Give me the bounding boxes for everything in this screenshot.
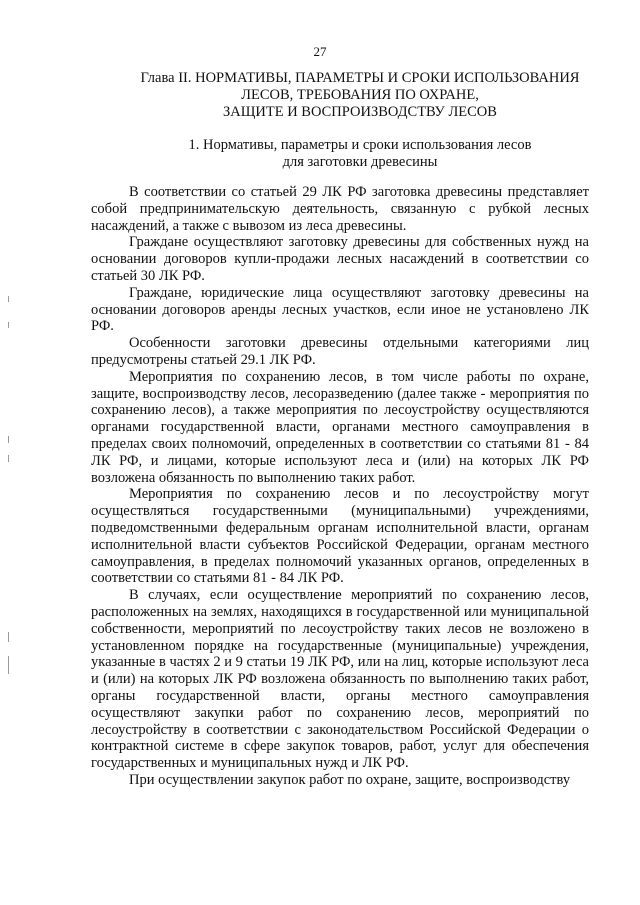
paragraph: Граждане, юридические лица осуществляют заготовку древесины на основании договоров аренды лесных участков, если иное не установлено ЛК РФ. <box>91 284 589 335</box>
scan-margin-mark <box>8 632 9 642</box>
scan-margin-mark <box>8 656 9 674</box>
scan-margin-mark <box>8 436 9 443</box>
paragraph: Особенности заготовки древесины отдельными категориями лиц предусмотрены статьей 29.1 ЛК РФ. <box>91 335 589 368</box>
paragraph: Граждане осуществляют заготовку древесины для собственных нужд на основании договоров купли-продажи лесных насаждений в соответствии со статьей 30 ЛК РФ. <box>91 234 589 284</box>
section-title: 1. Нормативы, параметры и сроки использования лесов для заготовки древесины <box>188 137 532 170</box>
paragraph: В соответствии со статьей 29 ЛК РФ заготовка древесины представляет собой предпринимательскую деятельность, связанную с рубкой лесных насаждений, а также с вывозом из леса древесины. <box>91 184 589 234</box>
paragraph: В случаях, если осуществление мероприятий по сохранению лесов, расположенных на землях, находящихся в государственной или муниципальной собственности, мероприятий по лесоустройству таких лесов не возложено в установленном порядке на государственные (муниципальные) учреждения, указанные в частях 2 и 9 статьи 19 ЛК РФ, или на лиц, которые используют леса и (или) на которых ЛК РФ возложена обязанность по выполнению таких работ, органы государственной власти, органы местного самоуправления осуществляют закупки работ по сохранению лесов, мероприятий по лесоустройству в соответствии с законодательством Российской Федерации о контрактной системе в сфере закупок товаров, работ, услуг для обеспечения государственных и муниципальных нужд и ЛК РФ. <box>91 587 589 772</box>
paragraph: Мероприятия по сохранению лесов и по лесоустройству могут осуществляться государственными (муниципальными) учреждениями, подведомственными федеральным органам исполнительной власти, органам исполнительной власти субъектов Российской Федерации, органам местного самоуправления, в пределах полномочий указанных органов, определенных в соответствии со статьями 81 - 84 ЛК РФ. <box>91 486 589 587</box>
scan-margin-mark <box>8 322 9 328</box>
paragraph: Мероприятия по сохранению лесов, в том числе работы по охране, защите, воспроизводству лесов, лесоразведению (далее также - мероприятия по сохранению лесов), а также мероприятия по лесоустройству осуществляются органами государственной власти, органами местного самоуправления в пределах своих полномочий, определенных в соответствии со статьями 81 - 84 ЛК РФ, и лицами, которые используют леса и (или) на которых ЛК РФ возложена обязанность по выполнению таких работ. <box>91 368 589 486</box>
scan-margin-mark <box>8 455 9 462</box>
page-number: 27 <box>313 44 327 59</box>
paragraph: При осуществлении закупок работ по охране, защите, воспроизводству <box>129 771 571 788</box>
chapter-title: Глава II. НОРМАТИВЫ, ПАРАМЕТРЫ И СРОКИ ИСПОЛЬЗОВАНИЯ ЛЕСОВ, ТРЕБОВАНИЯ ПО ОХРАНЕ, ЗАЩИТЕ И ВОСПРОИЗВОДСТВУ ЛЕСОВ <box>140 70 580 120</box>
body-text <box>91 184 589 789</box>
scan-margin-mark <box>8 296 9 302</box>
